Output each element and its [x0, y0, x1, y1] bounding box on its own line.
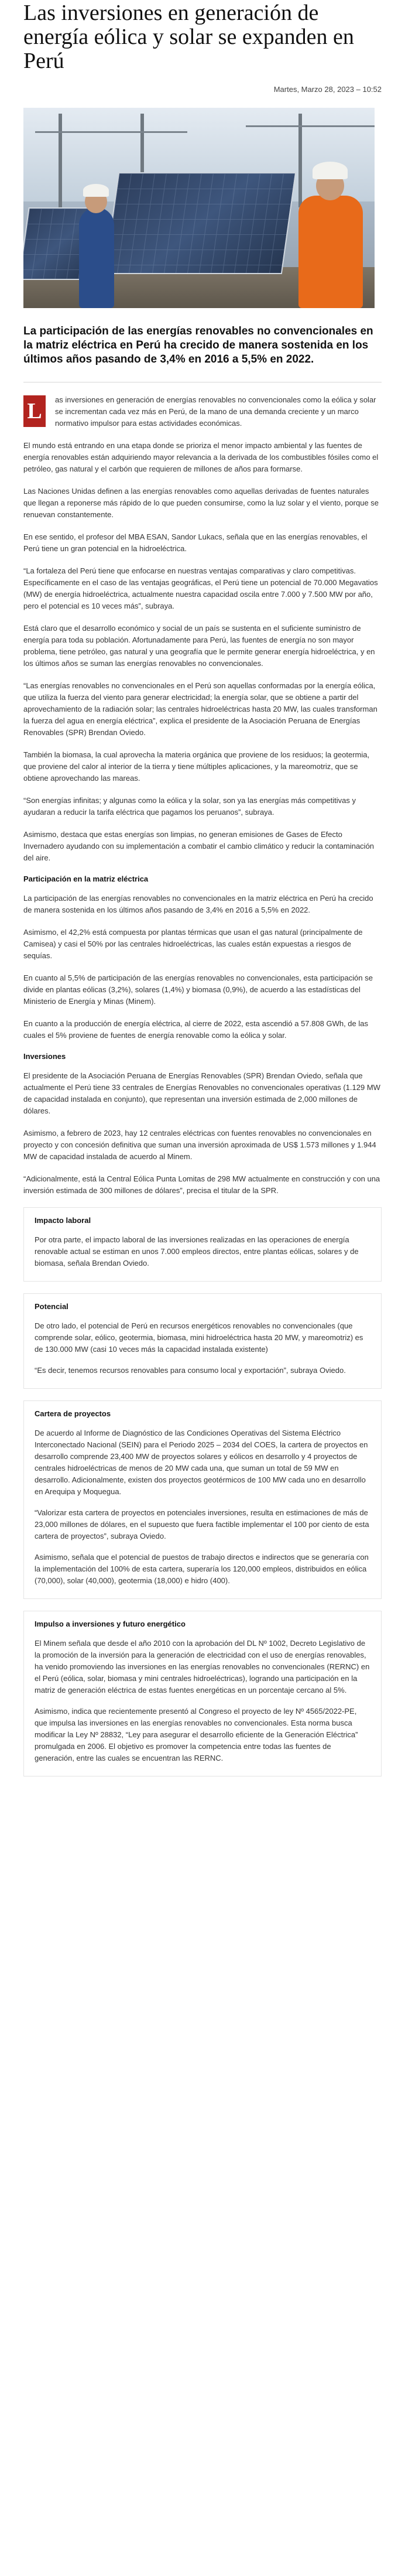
impulso-box — [23, 1611, 382, 1776]
hero-image — [23, 108, 375, 308]
paragraph: “Es decir, tenemos recursos renovables para consumo local y exportación”, subraya Oviedo. — [35, 1366, 346, 1375]
paragraph: “Las energías renovables no convencionales en el Perú son aquellas conformadas por la energía eólica, que utiliza la fuerza del viento para generar electricidad; la energía solar, que se obtiene a partir del aprovechamiento de la radiación solar; las centrales hidroeléctricas hasta 20 MW, las cuales transforman la fuerza del agua en energía eléctrica”, explica el presidente de la Asociación Peruana de Energías Renovables (SPR) Brendan Oviedo. — [23, 681, 377, 737]
paragraph: En cuanto al 5,5% de participación de las energías renovables no convencionales, esta participación se divide en plantas eólicas (3,2%), solares (1,4%) y biomasa (0,9%), de acuerdo a las estadísticas del Ministerio de Energía y Minas (Minem). — [23, 973, 373, 1006]
paragraph: “Adicionalmente, está la Central Eólica Punta Lomitas de 298 MW actualmente en construcción y con una inversión estimada de 300 millones de dólares”, precisa el titular de la SPR. — [23, 1174, 380, 1195]
paragraph: Está claro que el desarrollo económico y social de un país se sustenta en el suficiente suministro de energía para toda su población. Afortunadamente para Perú, las fuentes de energía no son mayor problema, tiene petróleo, gas natural y una geografía que le permite generar energía hidroeléctrica, y en los últimos años se suman las energías renovables no convencionales. — [23, 624, 375, 668]
paragraph: El Minem señala que desde el año 2010 con la aprobación del DL Nº 1002, Decreto Legislativo de la promoción de la inversión para la generación de electricidad con el uso de energías renovables, ha venido promoviendo las inversiones en las energías renovables no convencionales (RERNC) en el Perú (eólica, solar, biomasa y mini centrales hidroeléctricas), logrando una participación en la matriz de generación eléctrica de estas fuentes energéticas en un porcentaje cercano al 5%. — [35, 1639, 370, 1694]
paragraph: De otro lado, el potencial de Perú en recursos energéticos renovables no convencionales (que comprende solar, eólico, geotermia, biomasa, mini hidroeléctrica hasta 20 MW, y mareomotriz) es de 130.000 MW (casi 10 veces más la capacidad instalada existente) — [35, 1321, 363, 1354]
potencial-box — [23, 1293, 382, 1389]
hero-beam — [246, 125, 375, 127]
paragraph: El mundo está entrando en una etapa donde se prioriza el menor impacto ambiental y las fuentes de energía renovables están adquiriendo mayor relevancia a la derivada de los combustibles fósiles como el petróleo, gas natural y el carbón que requieren de millones de años para formarse. — [23, 441, 379, 473]
worker-right — [298, 196, 363, 308]
paragraph: Asimismo, a febrero de 2023, hay 12 centrales eléctricas con fuentes renovables no convencionales en proyecto y con concesión definitiva que suman una inversión aproximada de US$ 1.573 millones y 1.944 MW de capacidad instalada de acuerdo al Minem. — [23, 1129, 376, 1161]
hero-tower — [59, 114, 62, 219]
intro-paragraph — [23, 394, 382, 429]
helmet-icon — [313, 162, 348, 179]
article-body — [23, 394, 382, 1776]
paragraph: Asimismo, el 42,2% está compuesta por plantas térmicas que usan el gas natural (principalmente de Camisea) y casi el 50% por las centrales hidroeléctricas, las cuales están expuestas a riesgos de sequías. — [23, 928, 363, 960]
section-heading: Impacto laboral — [35, 1216, 91, 1225]
paragraph: “Valorizar esta cartera de proyectos en potenciales inversiones, resulta en estimaciones de más de 23,000 millones de dólares, en el supuesto que fuera factible implementar el 100 por ciento de esta cartera de proyectos”, subraya Oviedo. — [35, 1508, 369, 1540]
section-heading: Potencial — [35, 1302, 68, 1311]
paragraph: Asimismo, indica que recientemente presentó al Congreso el proyecto de ley Nº 4565/2022-PE, que impulsa las inversiones en las energías renovables no convencionales. Esta norma busca modificar la Ley Nº 28832, “Ley para asegurar el desarrollo eficiente de la Generación Eléctrica” promulgada en 2006. El objetivo es promover la competencia entre todas las fuentes de generación, entre las cuales se encuentran las RERNC. — [35, 1707, 358, 1762]
worker-left — [79, 207, 114, 308]
article-lead: La participación de las energías renovables no convencionales en la matriz eléctrica en Perú ha crecido de manera sostenida en los últimos años pasando de 3,4% en 2016 a 5,5% en 2022. — [23, 325, 373, 365]
paragraph: “Son energías infinitas; y algunas como la eólica y la solar, son ya las energías más competitivas y ayudaran a reducir la tarifa eléctrica que pagamos los peruanos”, subraya. — [23, 796, 356, 816]
section-heading: Impulso a inversiones y futuro energético — [35, 1620, 186, 1628]
article-dateline: Martes, Marzo 28, 2023 – 10:52 — [273, 85, 382, 94]
article-title: Las inversiones en generación de energía eólica y solar se expanden en Perú — [23, 1, 354, 73]
paragraph: De acuerdo al Informe de Diagnóstico de las Condiciones Operativas del Sistema Eléctrico Interconectado Nacional (SEIN) para el Periodo 2025 – 2034 del COES, la cartera de proyectos en desarrollo comprende 23,400 MW de proyectos solares y eólicos en desarrollo y 4 proyectos de centrales hidroeléctricas de menos de 20 MW cada una, que suman un total de 59 MW en desarrollo. Adicionalmente, existen dos proyectos geotérmicos de 100 MW cada uno en desarrollo en Arequipa y Moquegua. — [35, 1429, 368, 1496]
impacto-box — [23, 1207, 382, 1282]
section-heading: Participación en la matriz eléctrica — [23, 874, 149, 883]
helmet-icon — [83, 184, 109, 197]
hero-tower — [298, 114, 302, 207]
paragraph: Las Naciones Unidas definen a las energías renovables como aquellas derivadas de fuentes naturales que llegan a reponerse más rápido de lo que pueden consumirse, como la luz solar y el viento, porque se renuevan constantemente. — [23, 487, 379, 519]
paragraph: La participación de las energías renovables no convencionales en la matriz eléctrica en Perú ha crecido de manera sostenida en los últimos años pasando de 3,4% en 2016 a 5,5% en 2022. — [23, 894, 373, 914]
hero-beam — [35, 131, 187, 133]
paragraph: as inversiones en generación de energías renovables no convencionales como la eólica y solar se incrementan cada vez más en Perú, de la mano de una demanda creciente y un marco normativo impulsor para estas actividades económicas. — [55, 395, 376, 428]
cartera-box — [23, 1400, 382, 1599]
section-heading: Cartera de proyectos — [35, 1409, 111, 1418]
paragraph: “La fortaleza del Perú tiene que enfocarse en nuestras ventajas comparativas y claro competitivas. Específicamente en el caso de las ventajas geográficas, el Perú tiene un potencial de 70.000 Megavatios (MW) de energía hidroeléctrica, actualmente nuestra capacidad oscila entre 7.000 y 7.500 MW por año, pero el potencial es 10 veces más”, subraya. — [23, 566, 378, 610]
paragraph: Asimismo, destaca que estas energías son limpias, no generan emisiones de Gases de Efecto Invernadero ayudando con su implementación a combatir el cambio climático y reducir la contaminación del aire. — [23, 830, 375, 862]
paragraph: Por otra parte, el impacto laboral de las inversiones realizadas en las operaciones de energía renovable actual se estiman en unos 7.000 empleos directos, entre plantas eólicas, solares y de biomasa, señala Brendan Oviedo. — [35, 1235, 359, 1267]
paragraph: En cuanto a la producción de energía eléctrica, al cierre de 2022, esta ascendió a 57.808 GWh, de las cuales el 5% proviene de fuentes de energía renovable como la eólica y solar. — [23, 1019, 368, 1040]
drop-cap: L — [23, 395, 46, 427]
section-heading: Inversiones — [23, 1052, 66, 1061]
paragraph: El presidente de la Asociación Peruana de Energías Renovables (SPR) Brendan Oviedo, señala que actualmente el Perú tiene 33 centrales de Energías Renovables no convencionales operativas (1.129 MW de capacidad instalada en conjunto), que representan una inversión estimada de 2,000 millones de dólares. — [23, 1071, 380, 1115]
solar-panel — [104, 172, 296, 274]
paragraph: También la biomasa, la cual aprovecha la materia orgánica que proviene de los residuos; la geotermia, que proviene del calor al interior de la tierra y tiene múltiples aplicaciones, y la mareomotriz, que se obtiene aprovechando las mareas. — [23, 750, 370, 783]
paragraph: Asimismo, señala que el potencial de puestos de trabajo directos e indirectos que se generaría con la implementación del 100% de esta cartera, superaría los 120,000 empleos, distribuidos en eólica (70,000), solar (40,000), geotermia (18,000) e hidro (400). — [35, 1553, 369, 1585]
paragraph: En ese sentido, el profesor del MBA ESAN, Sandor Lukacs, señala que en las energías renovables, el Perú tiene un gran potencial en la hidroeléctrica. — [23, 532, 368, 553]
